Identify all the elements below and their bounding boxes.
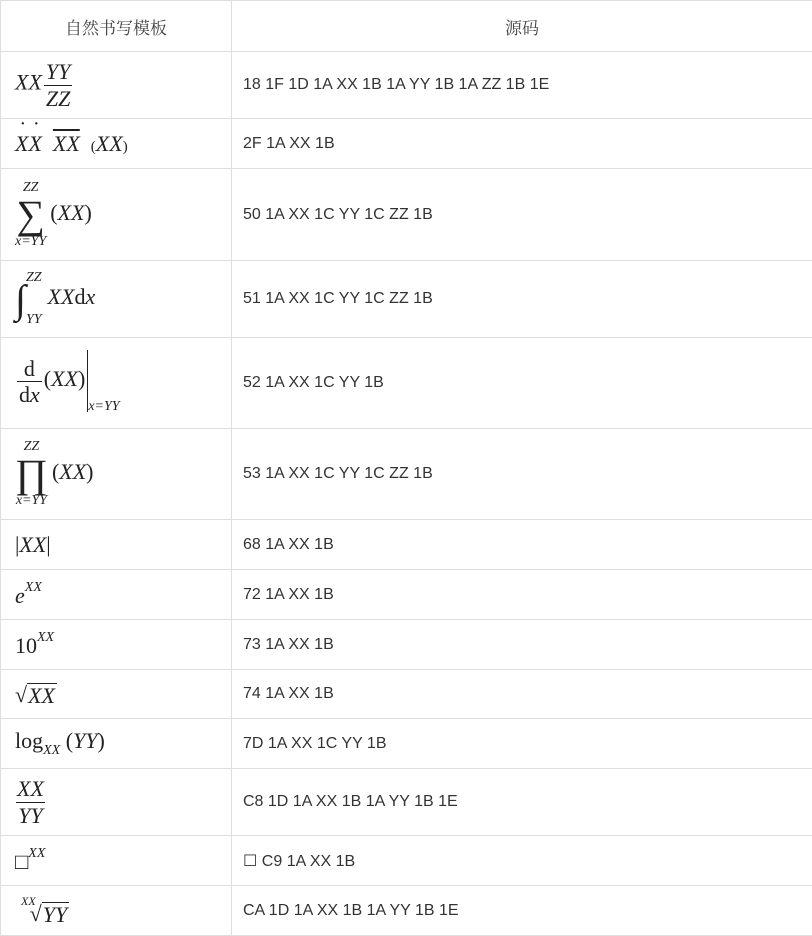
formula-sum: ZZ ∑ x=YY (XX) bbox=[1, 169, 232, 261]
table-row bbox=[1, 119, 812, 169]
source-code: 50 1A XX 1C YY 1C ZZ 1B bbox=[232, 169, 812, 261]
header-source: 源码 bbox=[232, 1, 812, 52]
source-code: 2F 1A XX 1B bbox=[232, 119, 812, 169]
source-code: CA 1D 1A XX 1B 1A YY 1B 1E bbox=[232, 886, 812, 936]
source-code: C8 1D 1A XX 1B 1A YY 1B 1E bbox=[232, 769, 812, 836]
source-code: 68 1A XX 1B bbox=[232, 520, 812, 570]
formula-box-power: □$^{XX}$ bbox=[1, 836, 232, 886]
table-row bbox=[1, 836, 812, 886]
formula-abs: |XX| bbox=[1, 520, 232, 570]
formula-power-ten: $10^{XX}$ bbox=[1, 620, 232, 670]
source-code: 53 1A XX 1C YY 1C ZZ 1B bbox=[232, 429, 812, 520]
table-row bbox=[1, 670, 812, 719]
formula-nth-root: $^{XX}$ √ YY bbox=[1, 886, 232, 936]
table-row bbox=[1, 769, 812, 836]
formula-simple-fraction: $\frac{XX}{YY}$ bbox=[1, 769, 232, 836]
table-row bbox=[1, 338, 812, 429]
formula-integral: ∫ ZZ YY XXdx bbox=[1, 261, 232, 338]
formula-fraction: XX $\frac{YY}{ZZ}$ bbox=[1, 52, 232, 119]
table-row bbox=[1, 886, 812, 936]
source-code: 7D 1A XX 1C YY 1B bbox=[232, 719, 812, 769]
table-row bbox=[1, 719, 812, 769]
source-code: 52 1A XX 1C YY 1B bbox=[232, 338, 812, 429]
source-code: 73 1A XX 1B bbox=[232, 620, 812, 670]
table-row bbox=[1, 520, 812, 570]
table-row bbox=[1, 620, 812, 670]
table-row bbox=[1, 52, 812, 119]
source-code: 74 1A XX 1B bbox=[232, 670, 812, 719]
source-code: 18 1F 1D 1A XX 1B 1A YY 1B 1A ZZ 1B 1E bbox=[232, 52, 812, 119]
header-row bbox=[1, 1, 812, 52]
table-row bbox=[1, 261, 812, 338]
source-code: ☐ C9 1A XX 1B bbox=[232, 836, 812, 886]
table-row bbox=[1, 570, 812, 620]
source-code: 51 1A XX 1C YY 1C ZZ 1B bbox=[232, 261, 812, 338]
formula-exp: $e^{XX}$ bbox=[1, 570, 232, 620]
header-template: 自然书写模板 bbox=[1, 1, 232, 52]
formula-sqrt: √ XX bbox=[1, 670, 232, 719]
formula-product: ZZ ∏ x=YY (XX) bbox=[1, 429, 232, 520]
table-row bbox=[1, 169, 812, 261]
formula-log: $\log_{XX} (YY)$ bbox=[1, 719, 232, 769]
formula-accents: ˙ X˙ X $\overline{XX}$ (XX) bbox=[1, 119, 232, 169]
table-row bbox=[1, 429, 812, 520]
formula-derivative: $\frac{d}{dx}$ $(XX)_{x=YY}$ bbox=[1, 338, 232, 429]
source-code: 72 1A XX 1B bbox=[232, 570, 812, 620]
